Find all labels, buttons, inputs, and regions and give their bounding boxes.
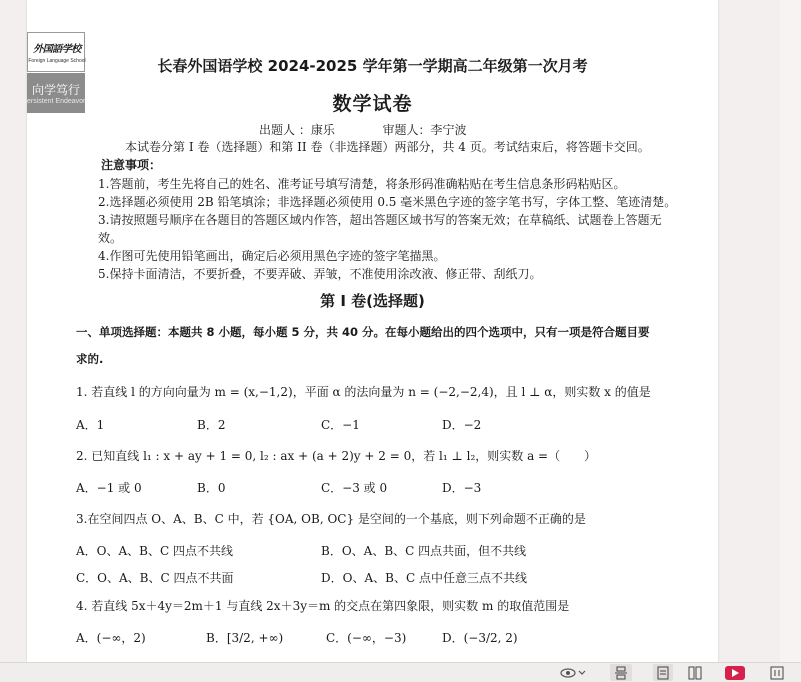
notice-3: 3.请按照题号顺序在各题目的答题区域内作答，超出答题区域书写的答案无效；在草稿纸、试题卷上答题无 [98, 213, 662, 227]
q2-option-a: A．−1 或 0 [76, 481, 142, 495]
logo-sub-text: Foreign Language School [28, 58, 86, 64]
notice-5: 5.保持卡面清洁，不要折叠，不要弄破、弄皱，不准使用涂改液、修正带、刮纸刀。 [98, 267, 542, 281]
page-view-icon[interactable] [610, 664, 632, 681]
q1-option-b: B．2 [197, 418, 226, 432]
notice-2: 2.选择题必须使用 2B 铅笔填涂；非选择题必须使用 0.5 毫米黑色字迹的签字笔书写，字体工整、笔迹清楚。 [98, 195, 677, 209]
q1-option-d: D．−2 [442, 418, 482, 432]
part-heading-1: 一、单项选择题：本题共 8 小题，每小题 5 分，共 40 分。在每小题给出的四个选项中，只有一项是符合题目要 [76, 325, 650, 339]
notice-1: 1.答题前，考生先将自己的姓名、准考证号填写清楚，将条形码准确粘贴在考生信息条形码粘贴区。 [98, 177, 626, 191]
question-1-stem: 1. 若直线 l 的方向向量为 m = (x,−1,2)，平面 α 的法向量为 n = (−2,−2,4)，且 l ⊥ α，则实数 x 的值是 [76, 385, 651, 399]
q3-option-a: A．O、A、B、C 四点不共线 [76, 544, 233, 558]
section-title: 第 I 卷(选择题) [320, 292, 425, 310]
eye-icon[interactable] [558, 664, 588, 681]
exam-subject: 数学试卷 [332, 93, 413, 115]
q3-option-d: D．O、A、B、C 点中任意三点不共线 [321, 571, 527, 585]
question-4-stem: 4. 若直线 5x＋4y＝2m＋1 与直线 2x＋3y＝m 的交点在第四象限，则实数 m 的取值范围是 [76, 599, 570, 613]
setter: 出题人 ：康乐 [259, 123, 335, 137]
motto-en: ersistent Endeavor [27, 98, 86, 105]
right-scroll-area[interactable] [780, 0, 801, 662]
notice-4: 4.作图可先使用铅笔画出，确定后必须用黑色字迹的签字笔描黑。 [98, 249, 446, 263]
notice-3-cont: 效。 [98, 231, 123, 245]
q2-option-d: D．−3 [442, 481, 482, 495]
q4-option-a: A．(−∞，2) [76, 631, 146, 645]
question-3-stem: 3.在空间四点 O、A、B、C 中，若 {OA, OB, OC} 是空间的一个基底，则下列命题不正确的是 [76, 512, 586, 526]
document-page [27, 0, 718, 662]
read-mode-icon[interactable] [653, 664, 673, 681]
notice-title: 注意事项： [101, 158, 162, 172]
q3-option-b: B．O、A、B、C 四点共面，但不共线 [321, 544, 527, 558]
q1-option-a: A．1 [76, 418, 105, 432]
q4-option-b: B．[3/2, +∞) [206, 631, 284, 645]
question-2-stem: 2. 已知直线 l₁ : x + ay + 1 = 0, l₂ : ax + (a + 2)y + 2 = 0，若 l₁ ⊥ l₂，则实数 a =（ ） [76, 449, 597, 463]
motto-cn: 向学笃行 [31, 83, 80, 97]
part-heading-2: 求的. [76, 352, 104, 366]
bottom-toolbar [0, 662, 801, 682]
q1-option-c: C．−1 [321, 418, 360, 432]
exam-title: 长春外国语学校 2024-2025 学年第一学期高二年级第一次月考 [157, 57, 588, 75]
q4-option-d: D．(−3/2, 2) [442, 631, 518, 645]
intro-text: 本试卷分第 I 卷（选择题）和第 II 卷（非选择题）两部分，共 4 页。考试结束后，将答题卡交回。 [125, 140, 650, 154]
play-icon[interactable] [725, 666, 745, 680]
q2-option-c: C．−3 或 0 [321, 481, 388, 495]
q2-option-b: B．0 [197, 481, 226, 495]
fit-width-icon[interactable] [767, 664, 787, 681]
q3-option-c: C．O、A、B、C 四点不共面 [76, 571, 234, 585]
reviewer: 审题人：李宁波 [382, 123, 467, 137]
double-page-icon[interactable] [685, 664, 705, 681]
logo-script-text: 外国語学校 [33, 44, 81, 55]
q4-option-c: C．(−∞，−3) [326, 631, 407, 645]
authors-line [259, 121, 467, 138]
